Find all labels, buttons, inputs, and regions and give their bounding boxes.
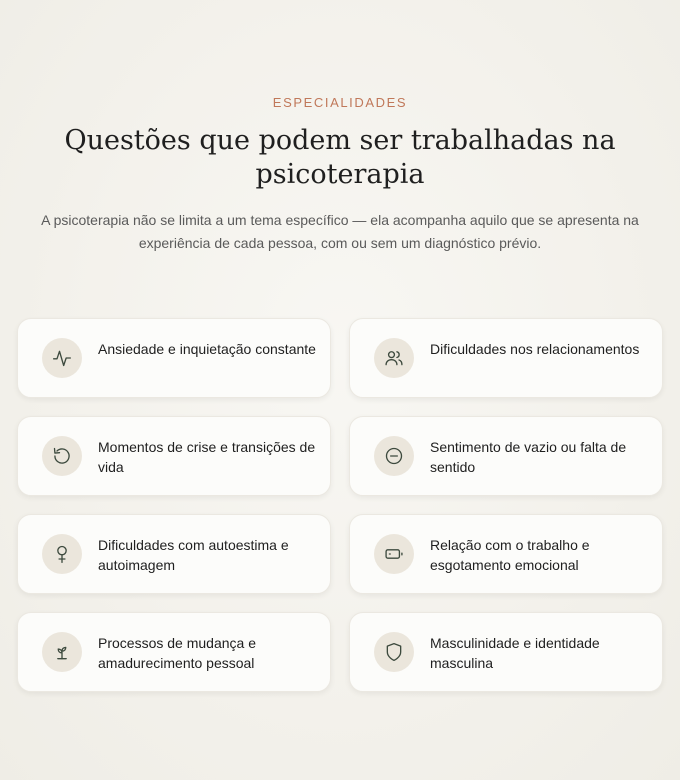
specialty-label: Dificuldades nos relacionamentos: [430, 341, 640, 357]
minus-circle-icon: [374, 436, 414, 476]
section-title: Questões que podem ser trabalhadas na psicoterapia: [64, 125, 616, 190]
specialty-label: Dificuldades com autoestima e autoimagem: [98, 537, 289, 573]
specialty-card: [349, 514, 663, 594]
specialty-label: Processos de mudança e amadurecimento pessoal: [98, 635, 256, 671]
specialty-label: Sentimento de vazio ou falta de sentido: [430, 439, 627, 475]
specialty-card: [349, 318, 663, 398]
rotate-ccw-icon: [42, 436, 82, 476]
specialty-label: Relação com o trabalho e esgotamento emocional: [430, 537, 590, 573]
specialty-card: [17, 318, 331, 398]
specialty-card: [349, 612, 663, 692]
specialty-label: Momentos de crise e transições de vida: [98, 439, 316, 475]
specialty-card: [349, 416, 663, 496]
specialty-card: [17, 514, 331, 594]
specialty-card: [17, 612, 331, 692]
shield-icon: [374, 632, 414, 672]
specialty-card: [17, 416, 331, 496]
venus-icon: [42, 534, 82, 574]
section-eyebrow: ESPECIALIDADES: [272, 95, 408, 110]
section-subtitle: A psicoterapia não se limita a um tema específico — ela acompanha aquilo que se apresenta na experiência de cada pessoa, com ou sem um diagnóstico prévio.: [41, 212, 639, 251]
specialty-label: Ansiedade e inquietação constante: [98, 341, 316, 357]
activity-icon: [42, 338, 82, 378]
users-icon: [374, 338, 414, 378]
specialty-label: Masculinidade e identidade masculina: [430, 635, 600, 671]
sprout-icon: [42, 632, 82, 672]
battery-low-icon: [374, 534, 414, 574]
